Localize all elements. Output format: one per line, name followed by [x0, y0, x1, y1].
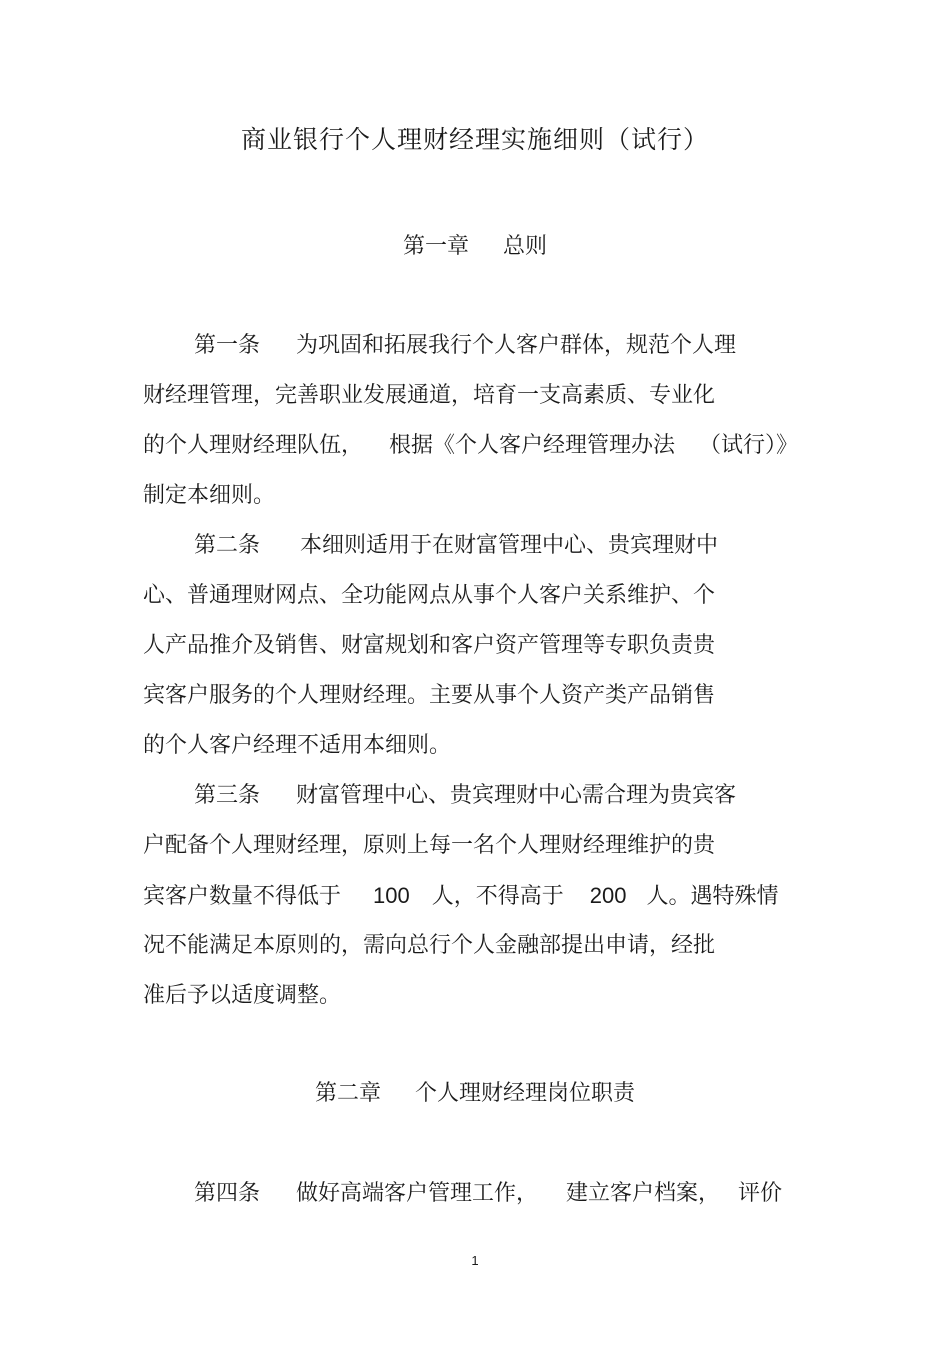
article-3-line-2: 户配备个人理财经理，原则上每一名个人理财经理维护的贵: [143, 833, 716, 858]
article-2-line-5: 的个人客户经理不适用本细则。: [143, 733, 452, 758]
chapter-2-label: 第二章: [314, 1081, 381, 1106]
article-2-line-4: 宾客户服务的个人理财经理。主要从事个人资产类产品销售: [143, 683, 716, 708]
article-4-label: 第四条: [194, 1181, 261, 1206]
article-3-text: 财富管理中心、贵宾理财中心需合理为贵宾客: [296, 783, 737, 808]
article-3-line-1: [194, 780, 736, 812]
article-3-text: 人。遇特殊情: [646, 884, 779, 909]
article-1-line-2: 财经理管理，完善职业发展通道，培育一支高素质、专业化: [143, 383, 716, 408]
article-1-label: 第一条: [194, 333, 261, 358]
chapter-1-heading: [0, 231, 950, 263]
article-1-line-1: [194, 330, 736, 362]
article-3-line-4: 况不能满足本原则的，需向总行个人金融部提出申请，经批: [143, 933, 716, 958]
article-3-text: 宾客户数量不得低于: [143, 884, 342, 909]
chapter-1-name: 总则: [503, 234, 548, 259]
document-title: 商业银行个人理财经理实施细则（试行）: [240, 125, 709, 154]
article-4-line-1: [194, 1178, 782, 1210]
article-4-text: 做好高端客户管理工作，: [296, 1181, 539, 1206]
chapter-2-heading: [0, 1078, 950, 1110]
chapter-1-label: 第一章: [402, 234, 469, 259]
article-3-line-5: 准后予以适度调整。: [143, 983, 342, 1008]
article-2-line-3: 人产品推介及销售、财富规划和客户资产管理等专职负责贵: [143, 633, 716, 658]
article-1-text: 为巩固和拓展我行个人客户群体，规范个人理: [296, 333, 737, 358]
article-4-text: 建立客户档案，: [566, 1181, 721, 1206]
article-3-line-3: [143, 880, 778, 913]
article-1-line-3: [143, 430, 798, 462]
article-4-text: 评价: [738, 1181, 783, 1206]
article-2-text: 本细则适用于在财富管理中心、贵宾理财中: [300, 533, 719, 558]
article-1-text: 根据《个人客户经理管理办法: [389, 433, 676, 458]
max-customers-value: 200: [589, 883, 627, 908]
chapter-2-name: 个人理财经理岗位职责: [415, 1081, 636, 1106]
article-1-text: 的个人理财经理队伍，: [143, 433, 364, 458]
article-1-text: （试行）》: [699, 433, 799, 458]
article-1-line-4: 制定本细则。: [143, 483, 276, 508]
article-2-label: 第二条: [194, 533, 261, 558]
page-number: 1: [471, 1253, 479, 1268]
article-2-line-1: [194, 530, 718, 562]
article-3-text: 人，不得高于: [431, 884, 564, 909]
article-2-line-2: 心、普通理财网点、全功能网点从事个人客户关系维护、个: [143, 583, 716, 608]
min-customers-value: 100: [373, 883, 410, 908]
article-3-label: 第三条: [194, 783, 261, 808]
